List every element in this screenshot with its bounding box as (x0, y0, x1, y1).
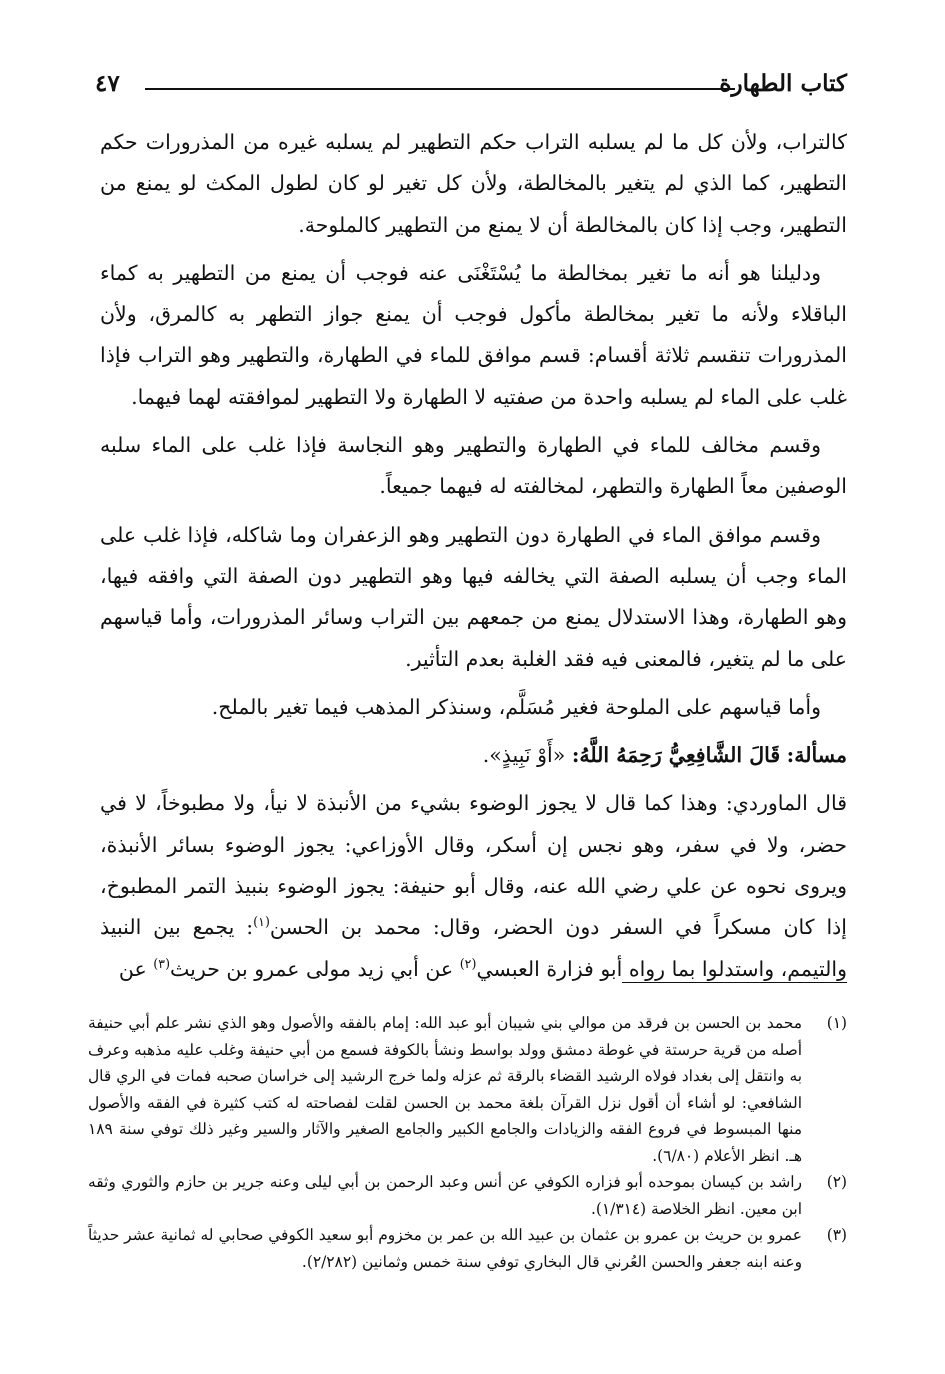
paragraph-6-part-b: : يجمع بين النبيذ والتيمم، واستدلوا بما رواه أبو فزارة العبسي (100, 915, 847, 981)
paragraph-6 (100, 783, 847, 989)
issue-heading (100, 735, 847, 776)
footnote-separator (622, 982, 847, 983)
footnotes (88, 1010, 847, 1275)
footnote-text: محمد بن الحسن بن فرقد من موالي بني شيبان أبو عبد الله: إمام بالفقه والأصول وهو الذي نشر علم أبي حنيفة أصله من قرية حرستة في غوطة دمشق وولد بواسط ونشأ بالكوفة فسمع من أبي حنيفة وغلب عليه مذهبه وعرف به وانتقل إلى بغداد فولاه الرشيد القضاء بالرقة ثم عزله ولما خرج الرشيد إلى خراسان صحبه فمات في الري قال الشافعي: لو أشاء أن أقول نزل القرآن بلغة محمد بن الحسن لقلت لفصاحته له كتب كثيرة في الفقه والأصول منها المبسوط في فروع الفقه والزيادات والجامع الكبير والجامع الصغير والآثار والسير وغير ذلك توفي سنة ١٨٩ هـ. انظر الأعلام (٦/٨٠). (88, 1014, 802, 1165)
footnote-text: راشد بن كيسان بموحده أبو فزاره الكوفي عن أنس وعبد الرحمن بن أبي ليلى وعنه جرير بن حازم والثوري وثقه ابن معين. انظر الخلاصة (١/٣١٤). (88, 1173, 802, 1218)
footnote-number: (١) (826, 1014, 847, 1032)
footnote-ref-3[interactable]: (٣) (153, 955, 171, 971)
running-header (95, 66, 847, 112)
paragraph-6-part-d: عن (118, 956, 154, 981)
chapter-title: كتاب الطهارة (719, 70, 847, 97)
footnote-number: (٢) (826, 1173, 847, 1191)
main-text (100, 122, 847, 997)
paragraph-6-part-c: عن أبي زيد مولى عمرو بن حريث (170, 956, 460, 981)
footnote (88, 1169, 847, 1222)
issue-label: مسألة: (786, 743, 847, 768)
paragraph-6-part-a: قال الماوردي: وهذا كما قال لا يجوز الوضوء بشيء من الأنبذة لا نيأ، ولا مطبوخاً، لا في حضر، ولا في سفر، وهو نجس إن أسكر، وقال الأوزاعي: يجوز الوضوء بسائر الأنبذة، ويروى نحوه عن علي رضي الله عنه، وقال أبو حنيفة: يجوز الوضوء بنبيذ التمر المطبوخ، إذا كان مسكراً في السفر دون الحضر، وقال: محمد بن الحسن (100, 791, 847, 940)
paragraph-5: وأما قياسهم على الملوحة فغير مُسَلَّم، وسنذكر المذهب فيما تغير بالملح. (211, 694, 821, 719)
footnote-ref-1[interactable]: (١) (253, 914, 270, 930)
page-number: ٤٧ (95, 70, 120, 97)
header-rule (145, 88, 735, 90)
footnote (88, 1222, 847, 1275)
paragraph-3: وقسم مخالف للماء في الطهارة والتطهير وهو النجاسة فإذا غلب على الماء سلبه الوصفين معاً الطهارة والتطهر، لمخالفته له فيهما جميعاً. (100, 433, 847, 499)
footnote-text: عمرو بن حريث بن عمرو بن عثمان بن عبيد الله بن عمر بن مخزوم أبو سعيد الكوفي صحابي له ثمانية عشر حديثاً وعنه ابنه جعفر والحسن العُرني قال البخاري توفي سنة خمس وثمانين (٢/٢٨٢). (88, 1226, 802, 1271)
paragraph-4: وقسم موافق الماء في الطهارة دون التطهير وهو الزعفران وما شاكله، فإذا غلب على الماء وجب أن يسلبه الصفة التي يخالفه فيها وهو التطهير دون الصفة التي وافقه فيها، وهو الطهارة، وهذا الاستدلال يمنع من جمعهم بين التراب وسائر المذرورات، وأما قياسهم على ما لم يتغير، فالمعنى فيه فقد الغلبة بعدم التأثير. (100, 522, 847, 671)
paragraph-1: كالتراب، ولأن كل ما لم يسلبه التراب حكم التطهير لم يسلبه غيره من المذرورات حكم التطهير، كما الذي لم يتغير بالمخالطة، ولأن كل تغير لو كان لطول المكث لو يمنع من التطهير، وجب إذا كان بالمخالطة أن لا يمنع من التطهير كالملوحة. (100, 130, 847, 237)
issue-text: قَالَ الشَّافِعِيُّ رَحِمَهُ اللَّهُ: (571, 743, 781, 768)
paragraph-2: ودليلنا هو أنه ما تغير بمخالطة ما يُسْتَغْنَى عنه فوجب أن يمنع من التطهير به كماء الباقلاء ولأنه ما تغير بمخالطة مأكول فوجب أن يمنع جواز التطهر به كالمرق، ولأن المذرورات تنقسم ثلاثة أقسام: قسم موافق للماء في الطهارة، والتطهير وهو التراب فإذا غلب على الماء لم يسلبه واحدة من صفتيه لا الطهارة ولا التطهير لموافقته لهما فيهما. (100, 260, 847, 409)
footnote-ref-2[interactable]: (٢) (459, 955, 477, 971)
issue-quote: «أَوْ نَبِيذٍ». (482, 743, 566, 768)
footnote (88, 1010, 847, 1169)
footnote-number: (٣) (826, 1226, 847, 1244)
